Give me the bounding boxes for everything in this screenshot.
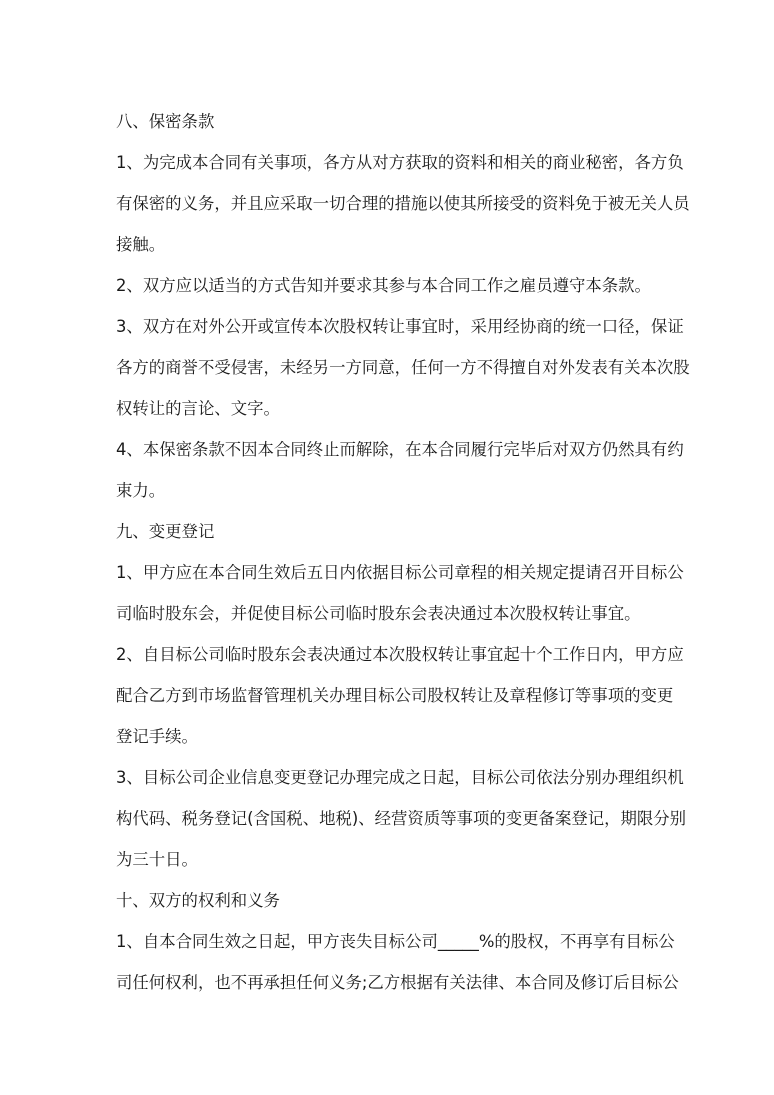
text-line: 配合乙方到市场监督管理机关办理目标公司股权转让及章程修订等事项的变更	[116, 686, 674, 705]
text-line: 有保密的义务，并且应采取一切合理的措施以使其所接受的资料免于被无关人员	[116, 194, 690, 213]
section-heading-rights-obligations: 十、双方的权利和义务	[116, 891, 280, 910]
text-line: 2、自目标公司临时股东会表决通过本次股权转让事宜起十个工作日内，甲方应	[116, 645, 684, 664]
text-line: 1、为完成本合同有关事项，各方从对方获取的资料和相关的商业秘密，各方负	[116, 153, 684, 172]
section-heading-change-registration: 九、变更登记	[116, 522, 215, 541]
text-line: 构代码、税务登记(含国税、地税)、经营资质等事项的变更备案登记，期限分别	[116, 809, 687, 828]
text-line: 司任何权利，也不再承担任何义务;乙方根据有关法律、本合同及修订后目标公	[116, 973, 679, 992]
text-line: 2、双方应以适当的方式告知并要求其参与本合同工作之雇员遵守本条款。	[116, 276, 651, 295]
text-line: 为三十日。	[116, 850, 198, 869]
text-line: 接触。	[116, 235, 166, 254]
text-line: 1、甲方应在本合同生效后五日内依据目标公司章程的相关规定提请召开目标公	[116, 563, 684, 582]
section-heading-confidentiality: 八、保密条款	[116, 112, 215, 131]
text-line: 权转让的言论、文字。	[116, 399, 280, 418]
document-body	[116, 101, 690, 1003]
text-line: 登记手续。	[116, 727, 198, 746]
text-line: 束力。	[116, 481, 166, 500]
text-line: 4、本保密条款不因本合同终止而解除，在本合同履行完毕后对双方仍然具有约	[116, 440, 684, 459]
text-line: 3、目标公司企业信息变更登记办理完成之日起，目标公司依法分别办理组织机	[116, 768, 684, 787]
text-line: 3、双方在对外公开或宣传本次股权转让事宜时，采用经协商的统一口径，保证	[116, 317, 684, 336]
text-line: 司临时股东会，并促使目标公司临时股东会表决通过本次股权转让事宜。	[116, 604, 641, 623]
text-line: 各方的商誉不受侵害，未经另一方同意，任何一方不得擅自对外发表有关本次股	[116, 358, 690, 377]
text-line: 1、自本合同生效之日起，甲方丧失目标公司_____%的股权，不再享有目标公	[116, 932, 675, 951]
